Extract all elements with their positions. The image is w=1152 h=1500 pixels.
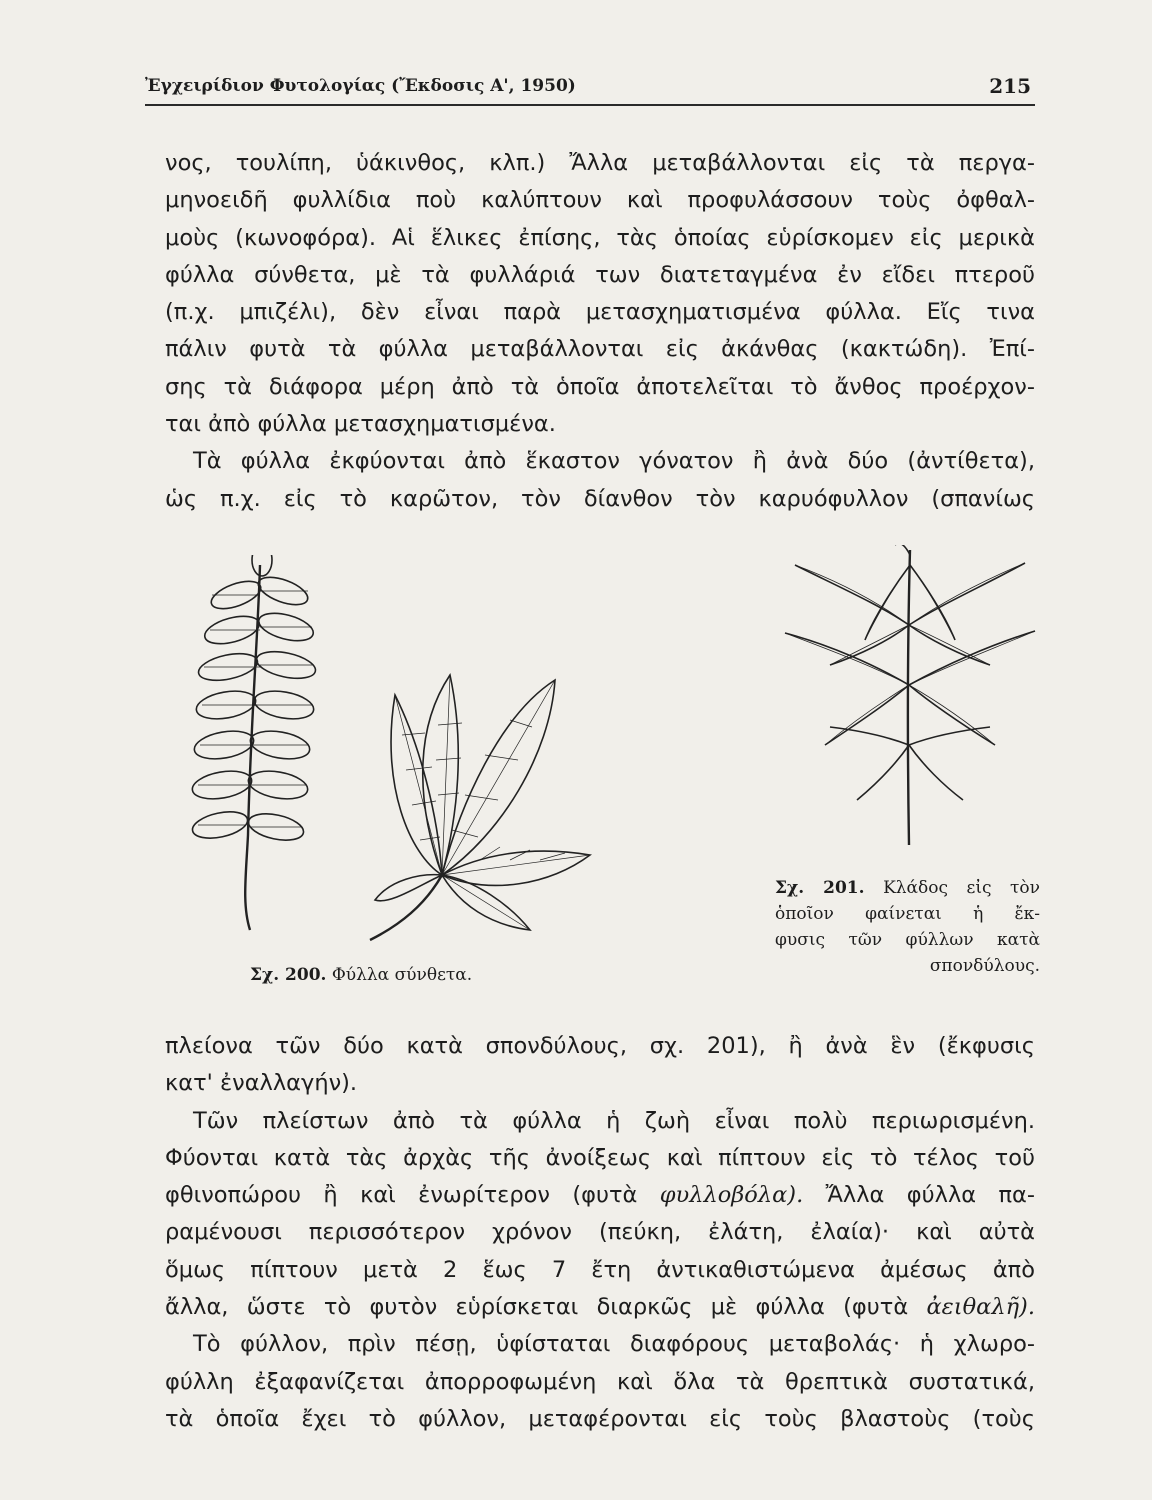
text-line xyxy=(165,1289,1035,1326)
text-line: φύλλη ἐξαφανίζεται ἀπορροφωμένη καὶ ὅλα τὰ θρεπτικὰ συστατικά, xyxy=(165,1368,1035,1395)
text-line: μοὺς (κωνοφόρα). Αἱ ἕλικες ἐπίσης, τὰς ὁποίας εὑρίσκομεν εἰς μερικὰ xyxy=(165,224,1035,251)
figure-201-illustration xyxy=(775,545,1045,850)
figure-201-label: Σχ. 201. xyxy=(775,878,865,898)
text-line: Τὰ φύλλα ἐκφύονται ἀπὸ ἕκαστον γόνατον ἢ ἀνὰ δύο (ἀντίθετα), xyxy=(193,448,1035,475)
text-line: πάλιν φυτὰ τὰ φύλλα μεταβάλλονται εἰς ἀκάνθας (κακτώδη). Ἐπί- xyxy=(165,336,1035,363)
text-line: ὅμως πίπτουν μετὰ 2 ἕως 7 ἔτη ἀντικαθιστώμενα ἀμέσως ἀπὸ xyxy=(165,1256,1035,1283)
text-line: ται ἀπὸ φύλλα μετασχηματισμένα. xyxy=(165,411,556,438)
text-fragment: Ἄλλα φύλλα πα- xyxy=(825,1182,1036,1209)
figure-201-line: φυσις τῶν φύλλων κατὰ xyxy=(775,930,1040,950)
text-line: σης τὰ διάφορα μέρη ἀπὸ τὰ ὁποῖα ἀποτελεῖται τὸ ἄνθος προέρχον- xyxy=(165,373,1035,400)
figure-200-caption xyxy=(250,965,472,985)
figure-201-line xyxy=(775,875,1040,901)
italic-term: ἀειθαλῆ). xyxy=(926,1294,1035,1321)
page-number: 215 xyxy=(989,74,1031,98)
text-fragment: φθινοπώρου ἢ καὶ ἐνωρίτερον (φυτὰ xyxy=(165,1182,638,1209)
italic-term: φυλλοβόλα). xyxy=(659,1182,804,1209)
paragraph-bottom xyxy=(165,1028,1035,1438)
figure-200-illustration xyxy=(180,555,630,955)
text-line: κατ' ἐναλλαγήν). xyxy=(165,1070,358,1097)
text-line: Τῶν πλείστων ἀπὸ τὰ φύλλα ἡ ζωὴ εἶναι πολὺ περιωρισμένη. xyxy=(193,1107,1035,1134)
text-line: ὡς π.χ. εἰς τὸ καρῶτον, τὸν δίανθον τὸν καρυόφυλλον (σπανίως xyxy=(165,485,1035,512)
figure-201-text: Κλάδος εἰς τὸν xyxy=(883,878,1040,898)
figure-201-line: σπονδύλους. xyxy=(929,956,1040,976)
text-line: νος, τουλίπη, ὑάκινθος, κλπ.) Ἄλλα μεταβάλλονται εἰς τὰ περγα- xyxy=(165,150,1035,176)
figure-200-text: Φύλλα σύνθετα. xyxy=(331,965,473,985)
figure-200-label: Σχ. 200. xyxy=(250,965,327,985)
text-fragment: ἄλλα, ὥστε τὸ φυτὸν εὑρίσκεται διαρκῶς μὲ φύλλα (φυτὰ xyxy=(165,1294,909,1321)
text-line: Τὸ φύλλον, πρὶν πέσῃ, ὑφίσταται διαφόρους μεταβολάς· ἡ χλωρο- xyxy=(193,1331,1035,1358)
running-header xyxy=(145,70,1035,106)
figure-201-caption xyxy=(775,875,1040,979)
text-line: (π.χ. μπιζέλι), δὲν εἶναι παρὰ μετασχηματισμένα φύλλα. Εἴς τινα xyxy=(165,299,1035,326)
paragraph-top xyxy=(165,145,1035,518)
text-line: Φύονται κατὰ τὰς ἀρχὰς τῆς ἀνοίξεως καὶ πίπτουν εἰς τὸ τέλος τοῦ xyxy=(165,1144,1035,1171)
text-line: φύλλα σύνθετα, μὲ τὰ φυλλάριά των διατεταγμένα ἐν εἴδει πτεροῦ xyxy=(165,261,1035,288)
text-line: πλείονα τῶν δύο κατὰ σπονδύλους, σχ. 201), ἢ ἀνὰ ἓν (ἔκφυσις xyxy=(165,1033,1035,1059)
text-line: μηνοειδῆ φυλλίδια ποὺ καλύπτουν καὶ προφυλάσσουν τοὺς ὀφθαλ- xyxy=(165,187,1035,214)
text-line: τὰ ὁποῖα ἔχει τὸ φύλλον, μεταφέρονται εἰς τοὺς βλαστοὺς (τοὺς xyxy=(165,1405,1035,1432)
figure-201-line: ὁποῖον φαίνεται ἡ ἔκ- xyxy=(775,904,1040,924)
header-title: Ἐγχειρίδιον Φυτολογίας (Ἔκδοσις Α', 1950) xyxy=(145,76,576,96)
text-line xyxy=(165,1177,1035,1214)
text-line: ραμένουσι περισσότερον χρόνον (πεύκη, ἐλάτη, ἐλαία)· καὶ αὐτὰ xyxy=(165,1219,1035,1246)
